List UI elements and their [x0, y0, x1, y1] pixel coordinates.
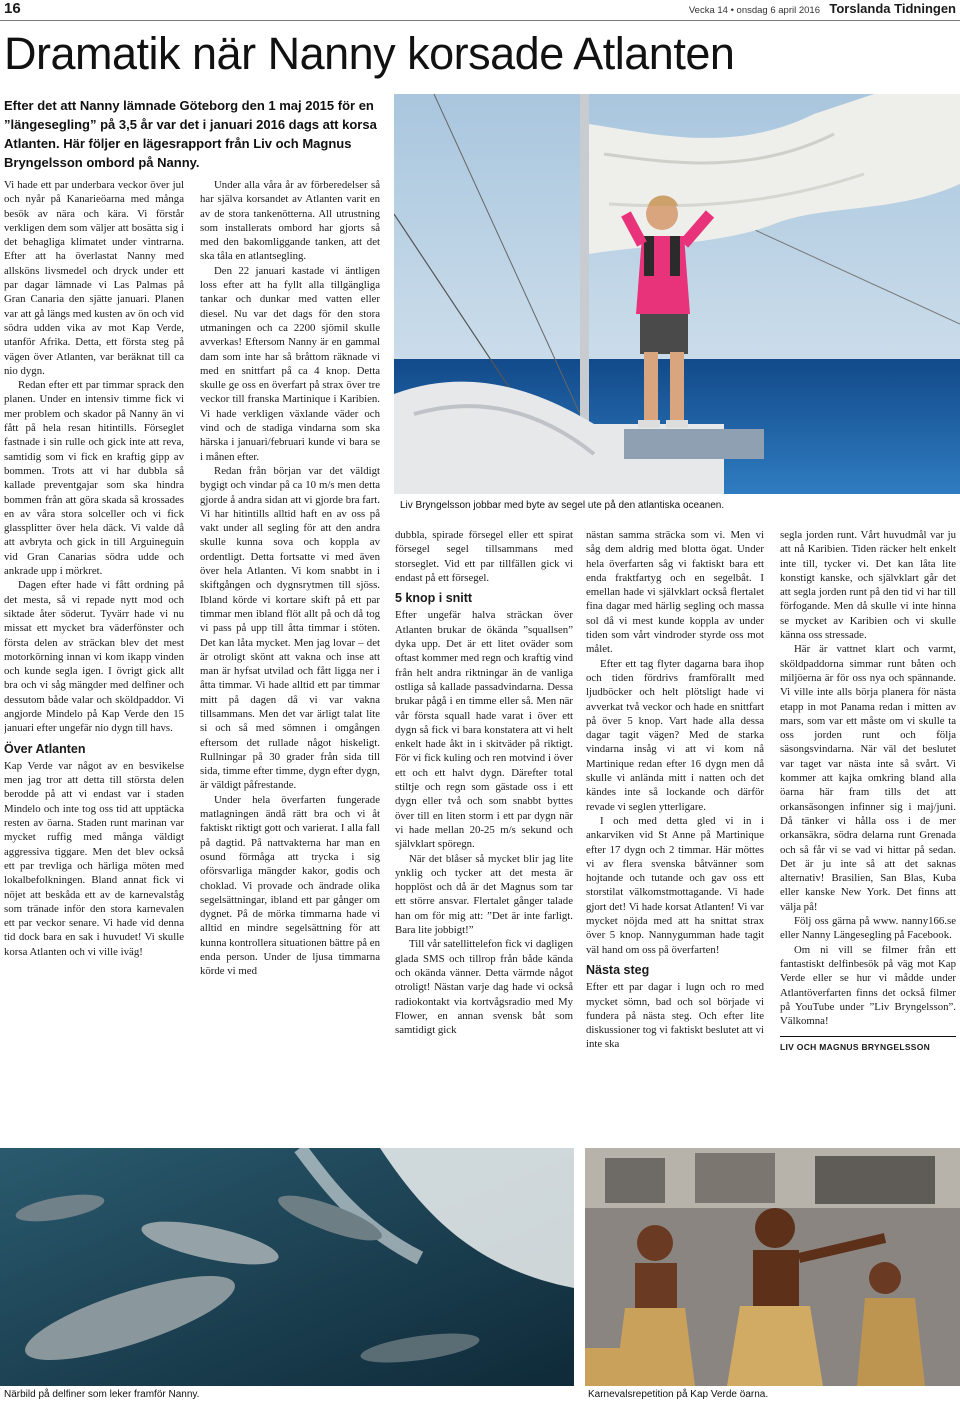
paragraph: Efter ett par dagar i lugn och ro med mycket sömn, bad och sol började vi fundera på nästa steg. Och efter lite diskussioner tog vi faktiskt beslutet att vi inte ska: [586, 981, 764, 1051]
article-column-5: [780, 528, 956, 1128]
paragraph: Till vår satellittelefon fick vi dagligen glada SMS och tillrop från både kända och okända vänner. Detta värmde något otroligt! Nästan varje dag hade vi också radiokontakt via kortvågsradio med My Flower, en annan svensk båt som samtidigt gick: [395, 938, 573, 1037]
subheading: Över Atlanten: [4, 741, 86, 756]
article-lead: Efter det att Nanny lämnade Göteborg den 1 maj 2015 för en ”längesegling” på 3,5 år var det i januari 2016 dags att korsa Atlanten. Här följer en lägesrapport från Liv och Magnus Bryngelsson ombord på Nanny.: [4, 98, 377, 170]
sailing-photo: [394, 94, 960, 494]
paragraph: Redan efter ett par timmar sprack den planen. Under en intensiv timme fick vi mer problem och skador på Nanny än vi fått på hela resan hitintills. Förseglet fastnade i sin rulle och gick inte att reva, samtidig som vi fick en kraftig gipp av bommen. Trots att vi har dubbla så kallade preventgajar som ska hindra bommen från att göra skada så krossades en av våra stora solceller och vi fick glassplitter över hela däck. Vi valde då att avbryta och gick in till Arguineguin vid Gran Canarias södra udde och ankrade upp i mörkret.: [4, 379, 184, 578]
paragraph: Under hela överfarten fungerade matlagningen ändå rätt bra och vi åt faktiskt riktigt gott och varierat. I alla fall på dagtid. På nattvakterna har man en osund förmåga att trycka i sig oförsvarliga mängder kakor, godis och choklad. Vi provade och ändrade olika segelsättningar, ibland ett par gånger om dygnet. På de mörka timmarna hade vi alltid en mindre segelsättning för att kunna kontrollera situationen bättre på en enda person. Under de ljusa timmarna körde vi med: [200, 793, 380, 978]
article-column-4: [586, 528, 764, 1128]
article-column-3: [395, 528, 573, 1128]
article-headline: Dramatik när Nanny korsade Atlanten: [4, 28, 735, 79]
article-column-1: [4, 178, 184, 1138]
issue-date: Vecka 14 • onsdag 6 april 2016: [688, 5, 820, 16]
sailing-photo-illustration: [394, 94, 960, 494]
dolphins-photo-caption: Närbild på delfiner som leker framför Nanny.: [4, 1389, 200, 1400]
author-byline: LIV OCH MAGNUS BRYNGELSSON: [780, 1036, 956, 1054]
sailing-photo-caption: Liv Bryngelsson jobbar med byte av segel ute på den atlantiska oceanen.: [400, 500, 725, 511]
paragraph: Efter ett tag flyter dagarna bara ihop och tiden fördrivs framförallt med ljudböcker och helt plötsligt hade vi avverkat två veckor och hade en snittfart på över 5 knop. Vart hade alla dessa dagar tagit vägen? Med de starka vindarna insåg vi att vi kom nå Martinique redan efter 16 dygn men då skulle vi anlända mitt i natten och det kändes inte så lockande och därför revade vi seglen ytterligare.: [586, 657, 764, 813]
paragraph: Följ oss gärna på www. nanny166.se eller Nanny Längesegling på Facebook.: [780, 915, 956, 942]
paragraph: Den 22 januari kastade vi äntligen loss efter att ha fyllt alla tillgängliga tankar och dunkar med vatten eller diesel. Nu var det dags för den stora utmaningen och ca 2200 sjömil skulle avverkas! Eftersom Nanny är en gammal dam som inte har så bråttom räknade vi med en snittfart på ca 4 knop. Detta skulle ge oss en överfart på strax över tre veckor till franska Martinique i Karibien. Vi hade verkligen växlande väder och vind och de stadiga vindarna som ska härska i januari/februari kunde vi bara se i månen efter.: [200, 264, 380, 463]
carnival-photo: [585, 1148, 960, 1386]
article-column-2: [200, 178, 380, 1138]
paragraph: Här är vattnet klart och varmt, sköldpaddorna simmar runt båten och miljöerna är för oss nya och spännande. Vi ville inte alls börja planera för nästa etapp in mot Panama redan i mitten av mars, som var ett måste om vi skulle ta oss jorden runt och följa säsongsvindarna. När väl det beslutet var taget var nästa inte så svårt. Vi kommer att kajka omkring bland alla öarna här fram tills det att orkansäsongen infinner sig i maj/juni. Då tänker vi hålla oss i de mer orkansäkra, södra delarna runt Grenada och så får vi se vad vi hittar på sedan. Det är ju inte så att det saknas alternativ! Brasilien, San Blas, Kuba eller kanske New York. Det finns att välja på!: [780, 643, 956, 913]
paragraph: Dagen efter hade vi fått ordning på det mesta, så vi repade nytt mod och siktade åter söderut. Tyvärr hade vi nu missat ett mycket bra väderfönster och första delen av sträckan blev det mest motorkörning innan vi kom ikapp vinden och kunde segla igen. I övrigt gick allt bra och vi såg mängder med delfiner och dessutom både valar och sköldpaddor. Vi angjorde Mindelo på Kap Verde den 15 januari efter ungefär nio dygn till havs.: [4, 579, 184, 735]
page-number: 16: [4, 0, 21, 17]
subheading: 5 knop i snitt: [395, 591, 473, 606]
paragraph: Kap Verde var något av en besvikelse men jag tror att detta till största delen berodde på att vi endast var i staden Mindelo och inte tog oss tid att upptäcka resten av öarna. Staden runt marinan var mycket ruffig med många väldigt aggressiva tiggare. Men det blev också ett par trevliga och härliga möten med lokalbefolkningen. Bland annat fick vi nöjet att beskåda ett av de karnevalståg som tränade inför den stora karnevalen ett par veckor senare. Vi hade vid denna tid dock bara en sak i huvudet! Vi skulle korsa Atlanten och vi ville iväg!: [4, 759, 184, 958]
paragraph: Efter ungefär halva sträckan över Atlanten brukar de ökända ”squallsen” dyka upp. Det är ett litet oväder som oftast kommer med regn och kraftig vind från helt andra riktningar än de vanliga ostliga så kallade passadvindarna. Dessa brukar pågå i en timme eller så. Men när vår första squall hade varat i över ett dygn så fick vi bara konstatera att vi helt enkelt hade åkt in i skitväder på riktigt. För vi fick kuling och ren motvind i över ett och ett halvt dygn. Därefter total stiltje och regn som gästade oss i ett dygn eller två och som snabbt byttes över till en liten storm i ett par dygn när vi hade mellan 20-25 m/s sekund och självklart spöregn.: [395, 609, 573, 851]
paragraph: Redan från början var det väldigt bygigt och vindar på ca 10 m/s men detta gjorde å andra sidan att vi gjorde bra fart. Vi har hitintills alltid haft en av oss på vakt under all segling för att den andra skulle kunna sova och koppla av ordentligt. Detta fortsatte vi med även över hela Atlanten. Vi kom snabbt in i skiftgången och dygnsrytmen till sjöss. Ibland körde vi kortare skift på ett par timmar men ibland flöt allt på och då tog vi pass på upp till åtta timmar i stöten. Det kan låta mycket. Men jag lovar – det är otroligt skönt att vakna och inse att man är hyfsat utvilad och fått ligga ner i åtta timmar. Vi hade alltid ett par timmar mitt på dagen då vi var vakna tillsammans. Men det var ärligt talat lite si och så med sömnen i omgången eftersom det rullade något hiskeligt. Rullningar på 30 grader från sida till sida, timme efter timme, dygn efter dygn, är väldigt påfrestande.: [200, 464, 380, 792]
subheading: Nästa steg: [586, 962, 650, 977]
paragraph: Om ni vill se filmer från ett fantastiskt delfinbesök på väg mot Kap Verde eller se hur vi mådde under Atlantöverfarten finns det också filmer på YouTube under ”Liv Bryngelsson”. Välkomna!: [780, 943, 956, 1028]
paragraph: I och med detta gled vi in i ankarviken vid St Anne på Martinique efter 17 dygn och 2 timmar. Här möttes vi av flera svenska båtvänner som hojtande och tutande och gav oss ett storstilat välkomstmottagande. Vi hade gjort det! Vi hade korsat Atlanten! Vi var mycket nöjda med att ha snittat strax över 5 knop. Nannygumman hade tagit väl hand om oss på överfarten!: [586, 814, 764, 956]
dolphins-photo: [0, 1148, 574, 1386]
paragraph: segla jorden runt. Vårt huvudmål var ju att nå Karibien. Tiden räcker helt enkelt inte till, tycker vi. Det kan låta lite konstigt kanske, och självklart går det att segla jorden runt på den tid vi har till förfogande. Men då skulle vi inte hinna se mycket av Karibien och vi skulle känna oss stressade.: [780, 529, 956, 642]
header-rule: [0, 20, 960, 21]
carnival-photo-illustration: [585, 1148, 960, 1386]
paragraph: dubbla, spirade försegel eller ett spirat försegel segel tillsammans med storseglet. Vid ett par tillfällen gick vi endast på ett försegel.: [395, 529, 573, 584]
paragraph: Under alla våra år av förberedelser så har själva korsandet av Atlanten varit en av de stora tankenötterna. All utrustning som installerats ombord har gjorts så med den bakomliggande tanken, att det ska tåla en atlantsegling.: [200, 179, 380, 263]
paragraph: nästan samma sträcka som vi. Men vi såg dem aldrig med blotta ögat. Under hela överfarten såg vi faktiskt bara ett enda fraktfartyg och en segelbåt. I emellan hade vi självklart också flertalet fina dagar med härlig segling och massa sol då vi mest kunde koppla av under tiden som vårt vindroder styrde oss mot målet.: [586, 529, 764, 656]
dolphins-photo-illustration: [0, 1148, 574, 1386]
carnival-photo-caption: Karnevalsrepetition på Kap Verde öarna.: [588, 1389, 769, 1400]
paragraph: Vi hade ett par underbara veckor över jul och nyår på Kanarieöarna med många besök av nära och kära. Vi förstår verkligen dem som väljer att bosätta sig i det behagliga klimatet under vintrarna. Efter att ha överlastat Nanny med allsköns livsmedel och dryck under ett par dagar lämnade vi Las Palmas på Gran Canaria den sjätte januari. Planen var att gå längs med kusten av ön och vid södra udden vika av mot Kap Verde, utanför Afrika. Detta, ett första steg på vägen över Atlanten, var beräknat till ca nio dygn.: [4, 179, 184, 377]
newspaper-name: Torslanda Tidningen: [829, 1, 956, 16]
paragraph: När det blåser så mycket blir jag lite ynklig och tycker att det mesta är hopplöst och då är det Magnus som tar ett större ansvar. Flertalet gånger talade han om för mig att: ”Det är inte farligt. Bara lite jobbigt!”: [395, 852, 573, 937]
